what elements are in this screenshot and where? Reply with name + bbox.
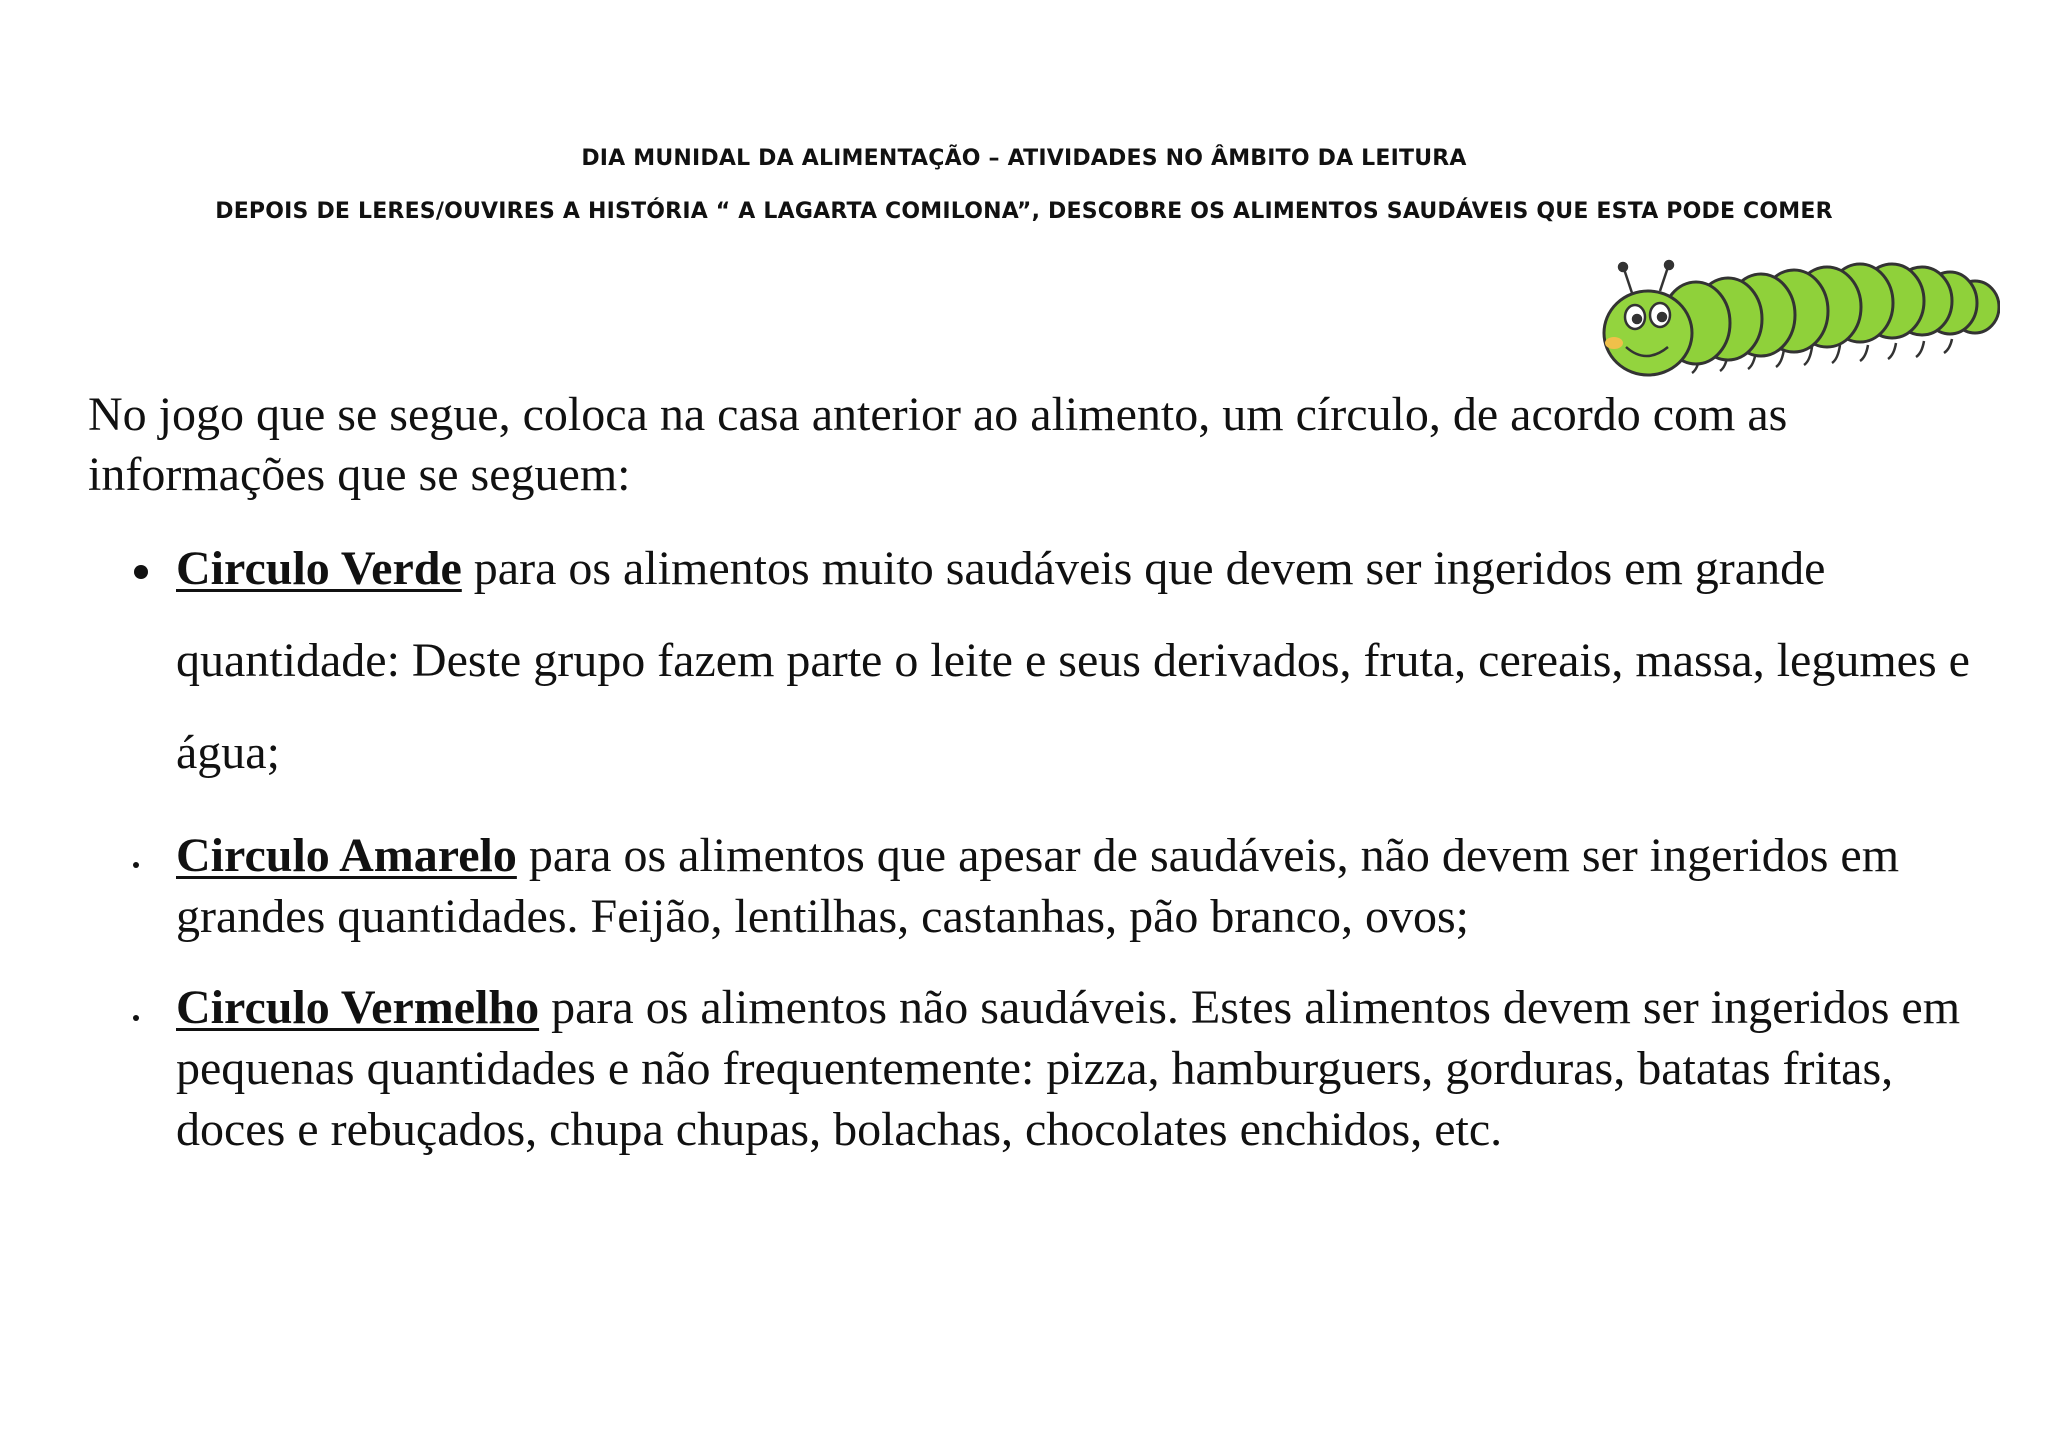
bullet-dot: [133, 1015, 139, 1021]
list-item-text: para os alimentos que apesar de saudáveis, não devem ser ingeridos em grandes quantidades. Feijão, lentilhas, castanhas, pão branco, ovos;: [176, 829, 1900, 943]
keyword-yellow-circle: Circulo Amarelo: [176, 829, 517, 882]
bullet-dot: [134, 565, 148, 579]
list-item-text: para os alimentos não saudáveis. Estes alimentos devem ser ingeridos em pequenas quantidades e não frequentemente: pizza, hamburguers, gorduras, batatas fritas, doces e rebuçados, chupa chupas, bolachas, chocolates enchidos, etc.: [176, 981, 1961, 1156]
list-item-yellow: [176, 825, 1976, 947]
keyword-red-circle: Circulo Vermelho: [176, 981, 540, 1034]
list-item-green: [176, 523, 1976, 799]
keyword-green-circle: Circulo Verde: [176, 542, 462, 595]
intro-paragraph: No jogo que se segue, coloca na casa anterior ao alimento, um círculo, de acordo com as informações que se seguem:: [88, 388, 1788, 501]
header-title: DIA MUNIDAL DA ALIMENTAÇÃO – ATIVIDADES NO ÂMBITO DA LEITURA: [581, 146, 1467, 171]
list-item-text: para os alimentos muito saudáveis que devem ser ingeridos em grande quantidade: Deste grupo fazem parte o leite e seus derivados, fruta, cereais, massa, legumes e água;: [176, 542, 1970, 779]
bullet-dot: [133, 862, 139, 868]
caterpillar-illustration: [1580, 245, 2000, 385]
header-subtitle: DEPOIS DE LERES/OUVIRES A HISTÓRIA “ A LAGARTA COMILONA”, DESCOBRE OS ALIMENTOS SAUDÁVEIS QUE ESTA PODE COMER: [215, 199, 1833, 224]
list-item-red: [176, 977, 1976, 1160]
